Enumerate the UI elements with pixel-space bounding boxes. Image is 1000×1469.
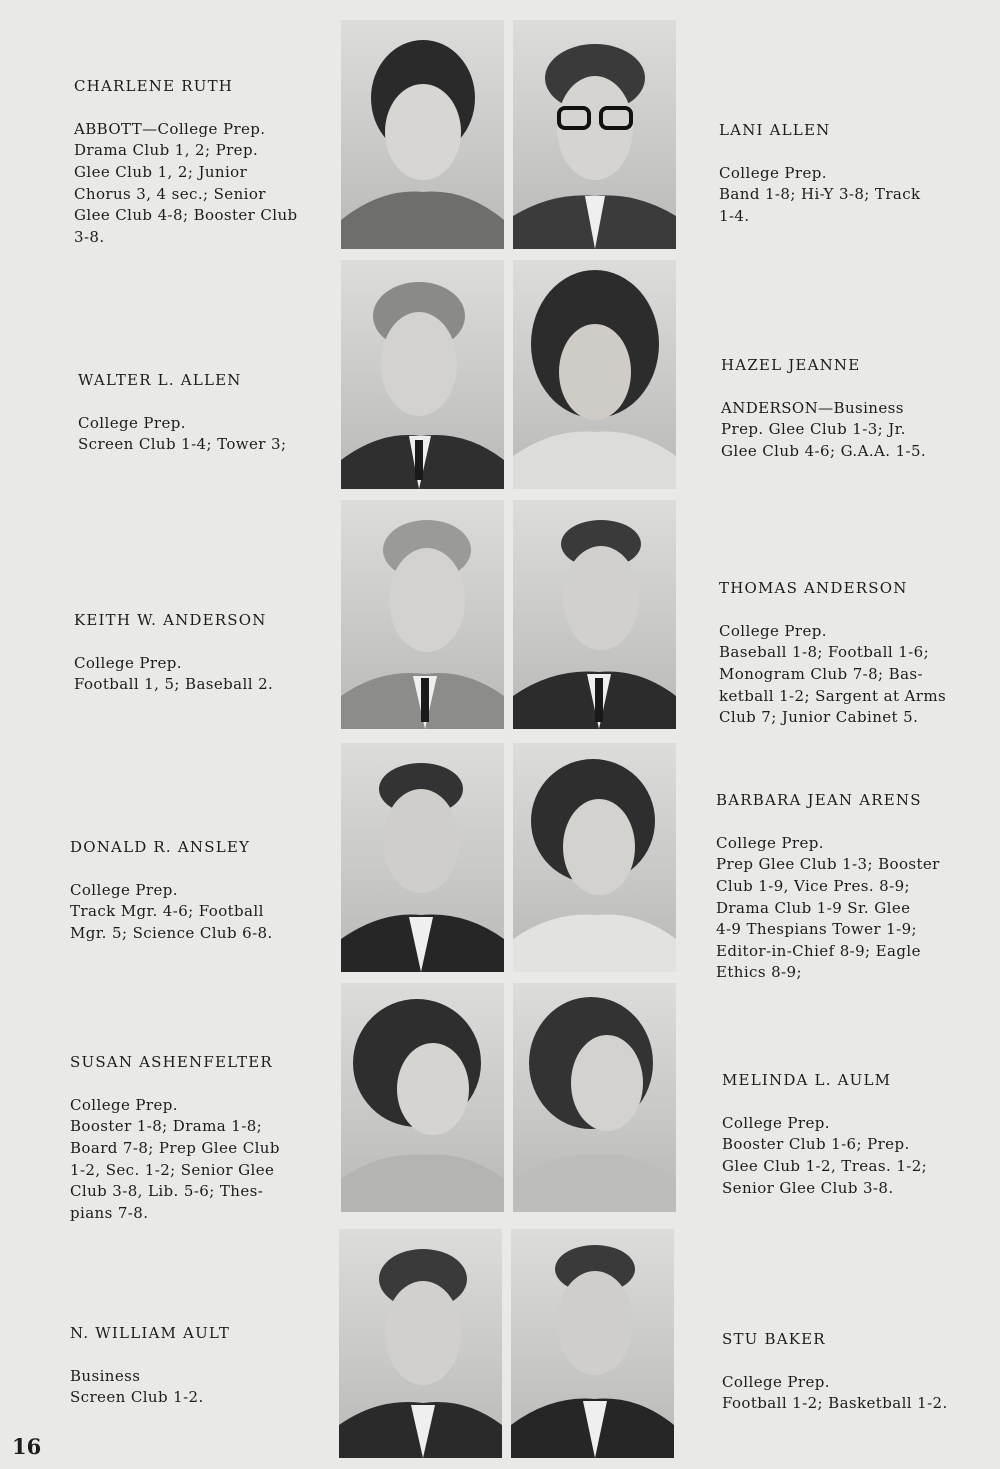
student-name: MELINDA L. AULM [722,1070,892,1089]
student-activities: Business Screen Club 1-2. [70,1366,204,1407]
caption-charlene-abbott [74,54,306,270]
student-activities: College Prep. Football 1, 5; Baseball 2. [74,653,274,694]
student-name: WALTER L. ALLEN [78,370,242,389]
student-activities: College Prep. Baseball 1-8; Football 1-6; Monogram Club 7-8; Bas- ketball 1-2; Sargent at Arms Club 7; Junior Cabinet 5. [719,621,947,727]
student-activities: College Prep. Prep Glee Club 1-3; Booster Club 1-9, Vice Pres. 8-9; Drama Club 1-9 Sr. Glee 4-9 Thespians Tower 1-9; Editor-in-Chief 8-9; Eagle Ethics 8-9; [716,833,940,982]
portrait-photo-lani-allen [513,20,676,249]
portrait-photo-walter-allen [341,260,504,489]
student-name: HAZEL JEANNE [721,355,861,374]
student-activities: ABBOTT—College Prep. Drama Club 1, 2; Prep. Glee Club 1, 2; Junior Chorus 3, 4 sec.; Senior Glee Club 4-8; Booster Club 3-8. [74,119,298,246]
student-name: CHARLENE RUTH [74,76,234,95]
caption-barbara-arens [716,768,948,1006]
caption-thomas-anderson [719,556,951,750]
student-activities: College Prep. Band 1-8; Hi-Y 3-8; Track 1-4. [719,163,921,225]
student-name: THOMAS ANDERSON [719,578,908,597]
caption-donald-ansley [70,815,302,966]
student-name: LANI ALLEN [719,120,831,139]
caption-hazel-anderson [721,333,953,484]
portrait-photo-william-ault [339,1229,502,1458]
portrait-photo-thomas-anderson [513,500,676,729]
caption-lani-allen [719,98,951,249]
page-number: 16 [12,1434,42,1459]
portrait-photo-charlene-abbott [341,20,504,249]
student-activities: College Prep. Football 1-2; Basketball 1-2. [722,1372,948,1413]
portrait-photo-keith-anderson [341,500,504,729]
caption-keith-anderson [74,588,306,718]
student-activities: ANDERSON—Business Prep. Glee Club 1-3; Jr. Glee Club 4-6; G.A.A. 1-5. [721,398,927,460]
student-activities: College Prep. Screen Club 1-4; Tower 3; [78,413,287,454]
student-name: KEITH W. ANDERSON [74,610,267,629]
portrait-photo-susan-ashenfelter [341,983,504,1212]
portrait-photo-barbara-arens [513,743,676,972]
student-name: N. WILLIAM AULT [70,1323,231,1342]
student-name: DONALD R. ANSLEY [70,837,251,856]
portrait-photo-hazel-anderson [513,260,676,489]
caption-walter-allen [78,348,310,478]
caption-stu-baker [722,1307,954,1437]
portrait-photo-melinda-aulm [513,983,676,1212]
caption-melinda-aulm [722,1048,954,1221]
student-name: SUSAN ASHENFELTER [70,1052,273,1071]
student-activities: College Prep. Booster Club 1-6; Prep. Glee Club 1-2, Treas. 1-2; Senior Glee Club 3-8. [722,1113,928,1197]
student-name: STU BAKER [722,1329,826,1348]
portrait-photo-stu-baker [511,1229,674,1458]
student-activities: College Prep. Track Mgr. 4-6; Football Mgr. 5; Science Club 6-8. [70,880,273,942]
student-activities: College Prep. Booster 1-8; Drama 1-8; Board 7-8; Prep Glee Club 1-2, Sec. 1-2; Senior Glee Club 3-8, Lib. 5-6; Thes- pians 7-8. [70,1095,280,1222]
portrait-photo-donald-ansley [341,743,504,972]
student-name: BARBARA JEAN ARENS [716,790,922,809]
caption-susan-ashenfelter [70,1030,302,1246]
caption-william-ault [70,1301,302,1431]
